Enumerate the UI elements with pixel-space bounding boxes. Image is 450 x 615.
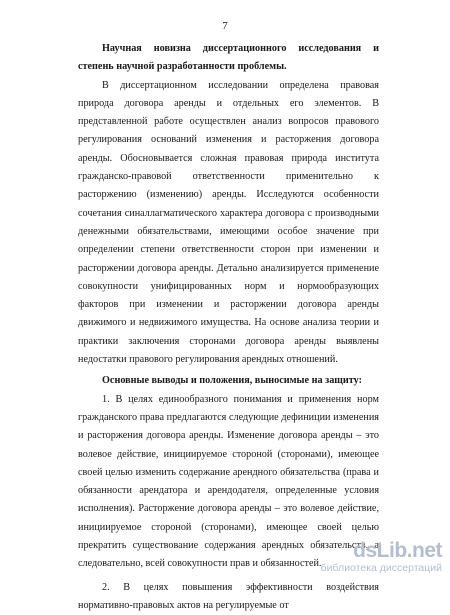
document-body	[78, 40, 379, 615]
watermark-logo: dsLib.net	[353, 539, 442, 562]
section-heading-conclusions: Основные выводы и положения, выносимые на защиту:	[102, 375, 362, 387]
page-number: 7	[222, 20, 228, 32]
section-heading-novelty: Научная новизна диссертационного исследования и степень научной разработанности проблемы.	[78, 43, 379, 73]
watermark-caption: библиотека диссертаций	[320, 562, 442, 574]
dslib-watermark	[320, 539, 442, 576]
conclusion-item-1: 1. В целях единообразного понимания и применения норм гражданского права предлагаются следующие дефиниции изменения и расторжения договора аренды. Изменение договора аренды – это волевое действие, инициируемое стороной (сторонами), имеющее своей целью изменить содержание арендного обязательства (права и обязанности арендатора и арендодателя, определенные условия исполнения). Расторжение договора аренды – это волевое действие, инициируемое стороной (сторонами), имеющее своей целью прекратить существование содержания арендных обязательств, а следовательно, всей совокупности прав и обязанностей.	[78, 393, 379, 570]
conclusion-item-2: 2. В целях повышения эффективности воздействия нормативно-правовых актов на регулируемые от	[78, 581, 379, 611]
novelty-paragraph: В диссертационном исследовании определена правовая природа договора аренды и отдельных его элементов. В представленной работе осуществлен анализ вопросов правового регулирования оснований изменения и расторжения договора аренды. Обосновывается сложная правовая природа института гражданско-правовой ответственности применительно к расторжению (изменению) аренды. Исследуются особенности сочетания синаллагматического характера договора с производными денежными обязательствами, имеющими особое значение при определении степени ответственности сторон при изменении и расторжении договора аренды. Детально анализируется применение совокупности унифицированных норм и нормообразующих факторов при изменении и расторжении договора аренды движимого и недвижимого имущества. На основе анализа теории и практики заключения сторонами договора аренды выявлены недостатки правового регулирования арендных отношений.	[78, 79, 379, 366]
